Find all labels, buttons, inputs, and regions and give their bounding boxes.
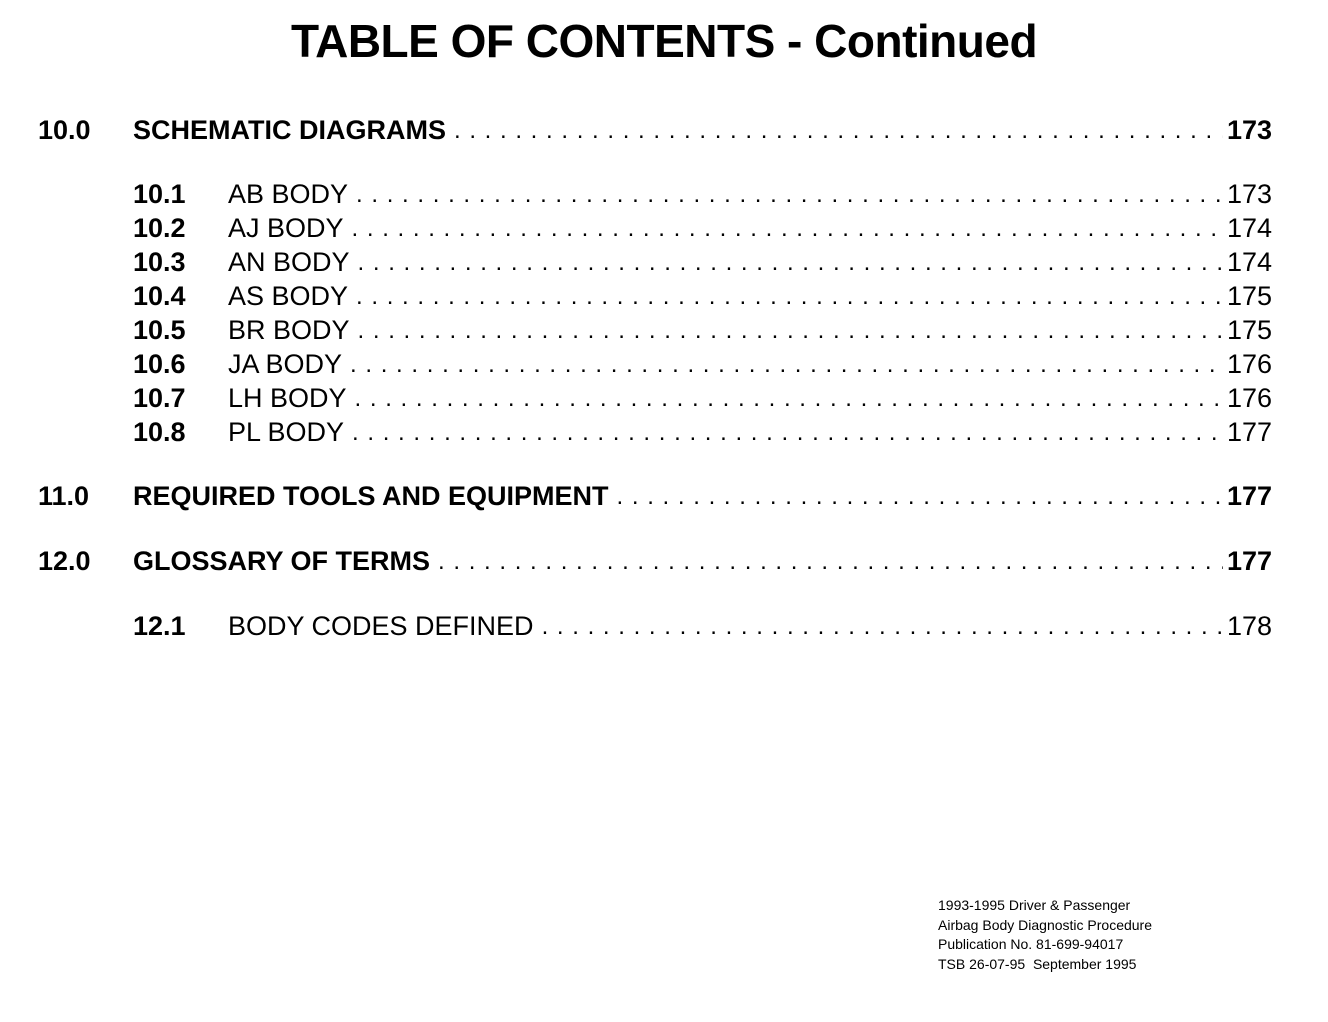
section-number: 10.5: [133, 315, 186, 345]
toc-entry-10-6[interactable]: [133, 346, 1272, 380]
section-number: 10.4: [133, 281, 186, 311]
dot-leader: [356, 180, 1223, 210]
page-number: 178: [1226, 611, 1272, 641]
toc-entry-10-4[interactable]: [133, 278, 1272, 312]
dot-leader: [542, 612, 1223, 642]
page-number: 175: [1226, 281, 1272, 311]
toc-entry-12-0[interactable]: [38, 543, 1272, 577]
page-number: 173: [1226, 115, 1272, 145]
footer-line: 1993-1995 Driver & Passenger: [938, 897, 1131, 913]
toc-entry-10-8[interactable]: [133, 414, 1272, 448]
toc-entry-12-1[interactable]: [133, 608, 1272, 642]
section-number: 10.6: [133, 349, 186, 379]
dot-leader: [617, 482, 1223, 512]
dot-leader: [358, 316, 1223, 346]
section-title: JA BODY: [228, 349, 343, 379]
toc-entry-10-7[interactable]: [133, 380, 1272, 414]
section-number: 10.1: [133, 179, 186, 209]
section-number: 10.8: [133, 417, 186, 447]
dot-leader: [454, 116, 1223, 146]
footer-line: Publication No. 81-699-94017: [938, 936, 1124, 952]
section-title: AS BODY: [228, 281, 349, 311]
section-title: BR BODY: [228, 315, 350, 345]
dot-leader: [352, 214, 1223, 244]
section-title: LH BODY: [228, 383, 347, 413]
section-title: AJ BODY: [228, 213, 344, 243]
toc-entry-10-2[interactable]: [133, 210, 1272, 244]
dot-leader: [356, 282, 1223, 312]
footer-line: Airbag Body Diagnostic Procedure: [938, 916, 1153, 933]
section-title: AB BODY: [228, 179, 349, 209]
toc-entry-10-1[interactable]: [133, 176, 1272, 210]
section-title: REQUIRED TOOLS AND EQUIPMENT: [133, 481, 609, 511]
section-number: 10.2: [133, 213, 186, 243]
section-number: 10.3: [133, 247, 186, 277]
toc-entry-10-0[interactable]: [38, 112, 1272, 146]
section-number: 11.0: [38, 481, 90, 511]
page-number: 177: [1226, 481, 1272, 511]
page-number: 176: [1226, 383, 1272, 413]
dot-leader: [352, 418, 1223, 448]
dot-leader: [350, 350, 1223, 380]
page-number: 174: [1226, 213, 1272, 243]
section-number: 10.0: [38, 115, 91, 145]
page-number: 177: [1226, 546, 1272, 576]
page-number: 175: [1226, 315, 1272, 345]
page-number: 176: [1226, 349, 1272, 379]
publication-footer: [938, 896, 1152, 974]
dot-leader: [355, 384, 1223, 414]
section-number: 12.0: [38, 546, 91, 576]
dot-leader: [358, 248, 1223, 278]
section-title: SCHEMATIC DIAGRAMS: [133, 115, 446, 145]
section-title: PL BODY: [228, 417, 345, 447]
dot-leader: [438, 547, 1223, 577]
section-title: AN BODY: [228, 247, 350, 277]
page-number: 173: [1226, 179, 1272, 209]
footer-line: TSB 26-07-95 September 1995: [938, 955, 1137, 972]
page-number: 177: [1226, 417, 1272, 447]
section-number: 12.1: [133, 611, 186, 641]
section-number: 10.7: [133, 383, 186, 413]
toc-entry-10-5[interactable]: [133, 312, 1272, 346]
page-number: 174: [1226, 247, 1272, 277]
page-title: TABLE OF CONTENTS - Continued: [290, 15, 1038, 67]
section-title: GLOSSARY OF TERMS: [133, 546, 431, 576]
section-title: BODY CODES DEFINED: [228, 611, 534, 641]
toc-entry-11-0[interactable]: [38, 478, 1272, 512]
toc-entry-10-3[interactable]: [133, 244, 1272, 278]
